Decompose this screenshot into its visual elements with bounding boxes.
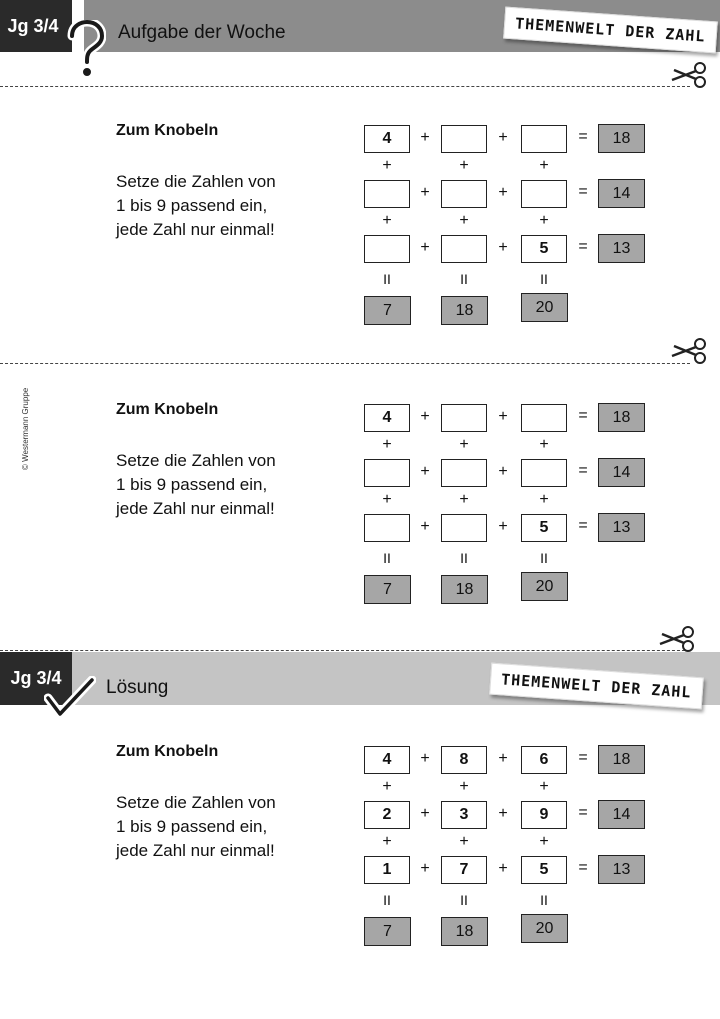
column-sum: 20 (521, 293, 568, 322)
column-sum: 7 (364, 575, 411, 604)
plus-sign: + (498, 518, 508, 535)
plus-sign: + (420, 463, 430, 480)
column-sum: 7 (364, 296, 411, 325)
vertical-plus-sign: + (539, 778, 549, 795)
row-sum: 14 (598, 179, 645, 208)
row-sum: 13 (598, 234, 645, 263)
puzzle-instructions (116, 791, 336, 863)
plus-sign: + (420, 860, 430, 877)
instruction-line: Setze die Zahlen von (116, 793, 276, 812)
puzzle-heading: Zum Knobeln (116, 401, 219, 418)
plus-sign: + (498, 805, 508, 822)
equals-sign: = (578, 128, 588, 145)
scissors-icon (658, 626, 698, 654)
puzzle-heading: Zum Knobeln (116, 122, 219, 139)
vertical-plus-sign: + (459, 491, 469, 508)
solution-grade-badge: Jg 3/4 (0, 652, 72, 705)
plus-sign: + (420, 518, 430, 535)
plus-sign: + (498, 239, 508, 256)
plus-sign: + (420, 750, 430, 767)
plus-sign: + (420, 239, 430, 256)
grid-cell[interactable]: 3 (441, 801, 487, 829)
vertical-plus-sign: + (539, 212, 549, 229)
column-equals-sign: II (460, 550, 468, 566)
plus-sign: + (498, 408, 508, 425)
equals-sign: = (578, 238, 588, 255)
page-title: Aufgabe der Woche (118, 22, 286, 43)
grade-badge: Jg 3/4 (0, 0, 72, 52)
vertical-plus-sign: + (539, 833, 549, 850)
column-equals-sign: II (383, 550, 391, 566)
vertical-plus-sign: + (382, 436, 392, 453)
grid-cell[interactable] (441, 404, 487, 432)
equals-sign: = (578, 859, 588, 876)
plus-sign: + (498, 750, 508, 767)
vertical-plus-sign: + (459, 833, 469, 850)
grid-cell[interactable] (364, 514, 410, 542)
equals-sign: = (578, 183, 588, 200)
grid-cell[interactable] (521, 180, 567, 208)
plus-sign: + (420, 408, 430, 425)
checkmark-icon (44, 676, 96, 720)
grid-cell[interactable]: 2 (364, 801, 410, 829)
row-sum: 18 (598, 745, 645, 774)
vertical-plus-sign: + (459, 778, 469, 795)
vertical-plus-sign: + (382, 157, 392, 174)
copyright-note: © Westermann Gruppe (21, 387, 30, 470)
equals-sign: = (578, 517, 588, 534)
column-sum: 18 (441, 917, 488, 946)
column-sum: 7 (364, 917, 411, 946)
puzzle-instructions (116, 170, 336, 242)
instruction-line: jede Zahl nur einmal! (116, 499, 275, 518)
vertical-plus-sign: + (382, 833, 392, 850)
instruction-line: 1 bis 9 passend ein, (116, 817, 268, 836)
plus-sign: + (420, 129, 430, 146)
grid-cell[interactable]: 5 (521, 856, 567, 884)
grid-cell[interactable]: 4 (364, 746, 410, 774)
grid-cell[interactable] (521, 459, 567, 487)
column-equals-sign: II (460, 892, 468, 908)
equals-sign: = (578, 407, 588, 424)
column-sum: 20 (521, 914, 568, 943)
themenwelt-stamp: THEMENWELT DER ZAHL (489, 663, 703, 710)
grid-cell[interactable]: 9 (521, 801, 567, 829)
instruction-line: 1 bis 9 passend ein, (116, 196, 268, 215)
grid-cell[interactable] (441, 180, 487, 208)
grid-cell[interactable]: 4 (364, 125, 410, 153)
puzzle-heading: Zum Knobeln (116, 743, 219, 760)
grid-cell[interactable]: 6 (521, 746, 567, 774)
themenwelt-stamp: THEMENWELT DER ZAHL (503, 7, 717, 54)
plus-sign: + (498, 184, 508, 201)
row-sum: 18 (598, 403, 645, 432)
solution-title: Lösung (106, 677, 169, 698)
plus-sign: + (498, 463, 508, 480)
row-sum: 13 (598, 855, 645, 884)
instruction-line: Setze die Zahlen von (116, 451, 276, 470)
row-sum: 13 (598, 513, 645, 542)
column-equals-sign: II (460, 271, 468, 287)
vertical-plus-sign: + (539, 436, 549, 453)
grid-cell[interactable] (521, 404, 567, 432)
grid-cell[interactable] (441, 459, 487, 487)
vertical-plus-sign: + (382, 778, 392, 795)
instruction-line: jede Zahl nur einmal! (116, 841, 275, 860)
grid-cell[interactable] (521, 125, 567, 153)
instruction-line: jede Zahl nur einmal! (116, 220, 275, 239)
column-equals-sign: II (540, 271, 548, 287)
grid-cell[interactable] (441, 235, 487, 263)
grid-cell[interactable]: 7 (441, 856, 487, 884)
cut-line (0, 363, 690, 364)
vertical-plus-sign: + (382, 491, 392, 508)
row-sum: 18 (598, 124, 645, 153)
grid-cell[interactable] (441, 125, 487, 153)
grid-cell[interactable]: 5 (521, 235, 567, 263)
column-equals-sign: II (383, 892, 391, 908)
column-equals-sign: II (540, 550, 548, 566)
cut-line (0, 650, 690, 651)
cut-line (0, 86, 690, 87)
vertical-plus-sign: + (539, 491, 549, 508)
grid-cell[interactable] (364, 180, 410, 208)
plus-sign: + (420, 805, 430, 822)
row-sum: 14 (598, 800, 645, 829)
grid-cell[interactable]: 8 (441, 746, 487, 774)
instruction-line: 1 bis 9 passend ein, (116, 475, 268, 494)
column-sum: 18 (441, 296, 488, 325)
equals-sign: = (578, 462, 588, 479)
grid-cell[interactable]: 5 (521, 514, 567, 542)
row-sum: 14 (598, 458, 645, 487)
column-equals-sign: II (540, 892, 548, 908)
equals-sign: = (578, 749, 588, 766)
vertical-plus-sign: + (539, 157, 549, 174)
grid-cell[interactable] (441, 514, 487, 542)
vertical-plus-sign: + (459, 212, 469, 229)
plus-sign: + (420, 184, 430, 201)
column-sum: 20 (521, 572, 568, 601)
instruction-line: Setze die Zahlen von (116, 172, 276, 191)
equals-sign: = (578, 804, 588, 821)
column-sum: 18 (441, 575, 488, 604)
vertical-plus-sign: + (382, 212, 392, 229)
vertical-plus-sign: + (459, 436, 469, 453)
grid-cell[interactable] (364, 459, 410, 487)
column-equals-sign: II (383, 271, 391, 287)
grid-cell[interactable]: 4 (364, 404, 410, 432)
scissors-icon (670, 62, 710, 90)
question-mark-icon (66, 20, 106, 78)
scissors-icon (670, 338, 710, 366)
grid-cell[interactable] (364, 235, 410, 263)
grid-cell[interactable]: 1 (364, 856, 410, 884)
puzzle-instructions (116, 449, 336, 521)
plus-sign: + (498, 129, 508, 146)
plus-sign: + (498, 860, 508, 877)
vertical-plus-sign: + (459, 157, 469, 174)
